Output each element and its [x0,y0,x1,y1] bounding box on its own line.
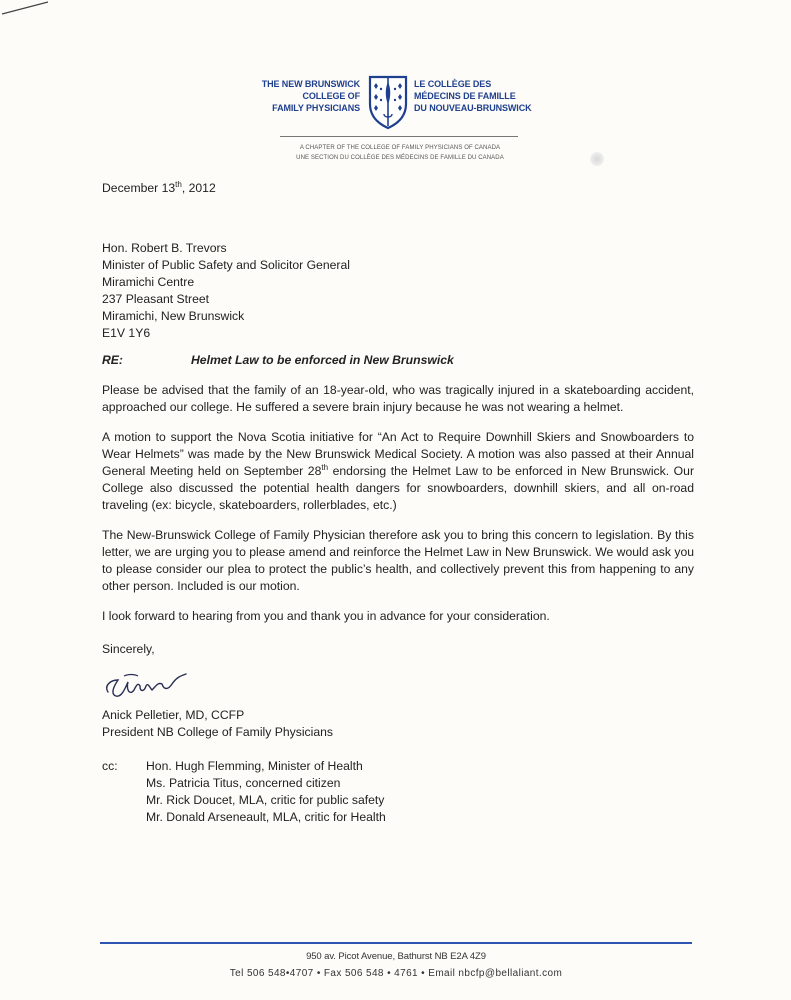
paragraph-4: I look forward to hearing from you and thank you in advance for your consideration. [102,609,550,623]
cc-block [102,758,694,826]
signer-block [102,707,694,741]
letterhead-subtitle [260,143,540,163]
paragraph-1: Please be advised that the family of an 18-year-old, who was tragically injured in a skateboarding accident, approached our college. He suffered a severe brain injury because he was not wearing a helmet. [102,383,694,414]
college-name-english-line-3: FAMILY PHYSICIANS [272,103,360,113]
letter-body [102,180,694,826]
paragraph-2-part-b: endorsing the Helmet Law to be enforced in New Brunswick. Our College also discussed the potential health dangers for snowboarders, downhill skiers, and all on-road traveling (ex: bicycle, skateboarders, rollerblades, etc.) [102,464,695,512]
college-name-english-line-2: COLLEGE OF [302,91,360,101]
date-suffix: th [175,179,182,189]
college-name-french-line-3: DU NOUVEAU-BRUNSWICK [414,103,532,113]
recipient-line: Miramichi, New Brunswick [102,309,245,323]
date-day: December 13 [102,181,176,195]
cc-label: cc: [102,759,118,773]
cc-list [146,758,386,826]
signer-name: Anick Pelletier, MD, CCFP [102,708,245,722]
cc-recipient: Mr. Donald Arseneault, MLA, critic for Health [146,810,386,824]
letter-date [102,180,694,197]
letterhead-subtitle-english: A CHAPTER OF THE COLLEGE OF FAMILY PHYSICIANS OF CANADA [299,145,501,151]
cc-recipient: Mr. Rick Doucet, MLA, critic for public safety [146,793,385,807]
paragraph-2 [102,429,694,514]
shield-crest-icon [367,74,409,130]
date-year: , 2012 [181,181,216,195]
subject-text: Helmet Law to be enforced in New Brunswick [191,353,454,367]
paragraph-2-sup: th [321,462,329,472]
recipient-line: E1V 1Y6 [102,326,151,340]
recipient-line: Minister of Public Safety and Solicitor General [102,258,350,272]
signer-title: President NB College of Family Physicians [102,725,333,739]
recipient-line: 237 Pleasant Street [102,292,210,306]
paragraph-2-part-a: A motion to support the Nova Scotia initiative for “An Act to Require Downhill Skiers and Snowboarders to Wear Helmets” was made by the New Brunswick Medical Society. A motion was also passed at their Annual General Meeting held on September 28 [102,430,694,478]
letterhead-subtitle-french: UNE SECTION DU COLLÈGE DES MÉDECINS DE FAMILLE DU CANADA [296,155,504,161]
college-name-french [414,78,564,114]
footer [100,948,692,982]
cc-recipient: Ms. Patricia Titus, concerned citizen [146,776,341,790]
footer-address: 950 av. Picot Avenue, Bathurst NB E2A 4Z9 [306,951,486,962]
letterhead [0,72,791,172]
closing: Sincerely, [102,642,155,656]
subject-label: RE: [102,353,123,367]
college-name-english-line-1: THE NEW BRUNSWICK [261,79,360,89]
college-name-french-line-1: LE COLLÈGE DES [414,79,492,89]
footer-divider [100,942,692,944]
recipient-line: Hon. Robert B. Trevors [102,241,227,255]
letterhead-divider [280,136,518,137]
cc-recipient: Hon. Hugh Flemming, Minister of Health [146,759,363,773]
recipient-line: Miramichi Centre [102,275,195,289]
recipient-address [102,240,694,342]
pen-stroke-mark [0,0,60,20]
subject-line [102,352,694,369]
handwritten-signature [102,668,212,702]
college-name-french-line-2: MÉDECINS DE FAMILLE [414,91,516,101]
footer-contact: Tel 506 548•4707 • Fax 506 548 • 4761 • Email nbcfp@bellaliant.com [229,968,563,979]
paragraph-3: The New-Brunswick College of Family Physician therefore ask you to bring this concern to legislation. By this letter, we are urging you to please amend and reinforce the Helmet Law in New Brunswick. We would ask you to please consider our plea to protect the public’s health, and collectively prevent this from happening to any other person. Included is our motion. [102,528,694,593]
college-name-english [230,78,360,114]
